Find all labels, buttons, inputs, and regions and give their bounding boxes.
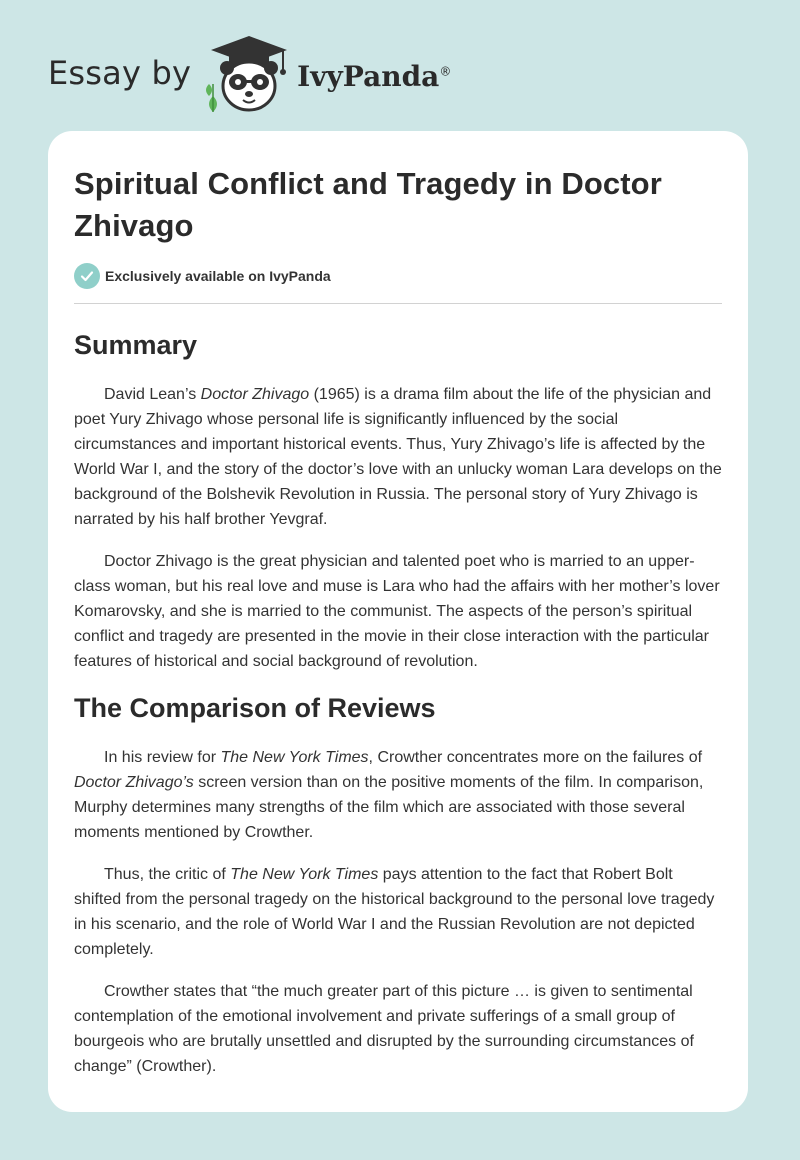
title-divider [74,303,722,304]
exclusive-badge [74,263,722,289]
section-heading-summary: Summary [74,330,198,360]
brand-name: IvyPanda® [297,59,452,93]
check-icon [74,263,100,289]
site-header [48,34,451,114]
paragraph: Doctor Zhivago is the great physician and talented poet who is married to an upper-class woman, but his real love and muse is Lara who had the affairs with her mother’s lover Komarovsky, and she is married to the communist. The aspects of the person’s spiritual conflict and tragedy are presented in the movie in their close interaction with the particular features of historical and social background of revolution. [74,553,720,670]
exclusive-badge-label: Exclusively available on IvyPanda [105,268,331,284]
paragraph: Crowther states that “the much greater part of this picture … is given to sentimental contemplation of the emotional involvement and private sufferings of a small group of bourgeois who are brutally unsettled and disrupted by the surrounding circumstances of change” (Crowther). [74,983,694,1075]
paragraph: David Lean’s Doctor Zhivago (1965) is a drama film about the life of the physician and poet Yury Zhivago whose personal life is significantly influenced by the social circumstances and important historical events. Thus, Yury Zhivago’s life is affected by the World War I, and the story of the doctor’s love with an unlucky woman Lara develops on the background of the Bolshevik Revolution in Russia. The personal story of Yury Zhivago is narrated by his half brother Yevgraf. [74,386,722,528]
paragraph: Thus, the critic of The New York Times pays attention to the fact that Robert Bolt shifted from the personal tragedy on the historical background to the personal love tragedy in his scenario, and the role of World War I and the Russian Revolution are not depicted completely. [74,866,715,958]
essay-title: Spiritual Conflict and Tragedy in Doctor Zhivago [74,166,662,243]
paragraph: In his review for The New York Times, Crowther concentrates more on the failures of Doctor Zhivago’s screen version than on the positive moments of the film. In comparison, Murphy determines many strengths of the film which are associated with those several moments mentioned by Crowther. [74,749,704,841]
essay-card [48,131,748,1112]
ivypanda-logo[interactable] [203,34,451,114]
section-heading-comparison: The Comparison of Reviews [74,693,436,723]
essay-by-label: Essay by [48,54,192,92]
registered-mark: ® [439,64,452,79]
panda-mascot-icon [203,34,295,114]
